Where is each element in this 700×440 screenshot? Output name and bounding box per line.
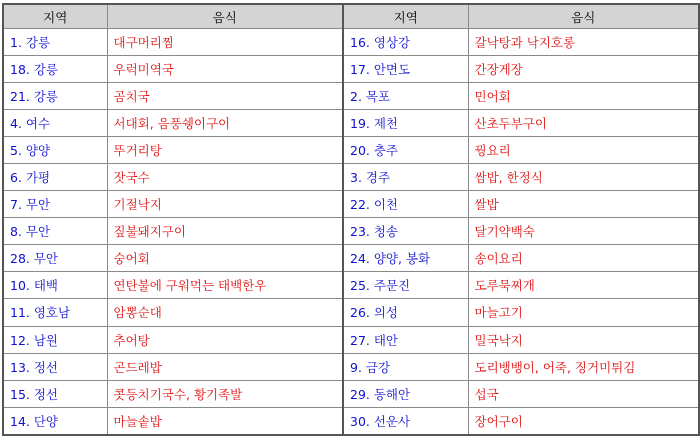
region-cell: 12. 남원	[3, 326, 107, 353]
table-row	[3, 56, 699, 83]
food-cell: 꿩요리	[468, 137, 699, 164]
region-cell: 2. 목포	[343, 83, 468, 110]
region-column-header-right: 지역	[343, 4, 468, 29]
food-cell: 섭국	[468, 380, 699, 407]
region-cell: 24. 양양, 봉화	[343, 245, 468, 272]
food-cell: 송이요리	[468, 245, 699, 272]
table-row	[3, 380, 699, 407]
food-cell: 산초두부구이	[468, 110, 699, 137]
food-cell: 잣국수	[107, 164, 343, 191]
food-cell: 암뽕순대	[107, 299, 343, 326]
region-cell: 11. 영호남	[3, 299, 107, 326]
food-cell: 서대회, 음풍쉥이구이	[107, 110, 343, 137]
region-cell: 27. 태안	[343, 326, 468, 353]
food-cell: 숭어회	[107, 245, 343, 272]
table-row	[3, 407, 699, 435]
food-column-header-right: 음식	[468, 4, 699, 29]
header-row	[3, 4, 699, 29]
region-cell: 3. 경주	[343, 164, 468, 191]
table-body	[3, 29, 699, 436]
table-row	[3, 326, 699, 353]
region-column-header: 지역	[3, 4, 107, 29]
region-cell: 18. 강릉	[3, 56, 107, 83]
food-cell: 도리뱅뱅이, 어죽, 징거미튀김	[468, 353, 699, 380]
regional-food-table	[2, 3, 700, 436]
region-cell: 25. 주문진	[343, 272, 468, 299]
table-row	[3, 353, 699, 380]
food-cell: 기절낙지	[107, 191, 343, 218]
region-cell: 30. 선운사	[343, 407, 468, 435]
region-cell: 20. 충주	[343, 137, 468, 164]
region-cell: 6. 가평	[3, 164, 107, 191]
region-cell: 9. 금강	[343, 353, 468, 380]
table-row	[3, 83, 699, 110]
region-cell: 23. 청송	[343, 218, 468, 245]
food-cell: 간장게장	[468, 56, 699, 83]
region-cell: 16. 영상강	[343, 29, 468, 56]
food-cell: 연탄불에 구워먹는 태백한우	[107, 272, 343, 299]
region-cell: 5. 양양	[3, 137, 107, 164]
table-row	[3, 110, 699, 137]
region-cell: 19. 제천	[343, 110, 468, 137]
food-cell: 마늘솥밥	[107, 407, 343, 435]
region-cell: 26. 의성	[343, 299, 468, 326]
table-row	[3, 137, 699, 164]
region-cell: 29. 동해안	[343, 380, 468, 407]
region-cell: 10. 태백	[3, 272, 107, 299]
region-cell: 1. 강릉	[3, 29, 107, 56]
region-cell: 8. 무안	[3, 218, 107, 245]
table-row	[3, 245, 699, 272]
food-cell: 우럭미역국	[107, 56, 343, 83]
food-cell: 추어탕	[107, 326, 343, 353]
food-cell: 쌀밥	[468, 191, 699, 218]
food-cell: 대구머리찜	[107, 29, 343, 56]
table-row	[3, 272, 699, 299]
table-row	[3, 191, 699, 218]
food-cell: 뚜거리탕	[107, 137, 343, 164]
food-cell: 갈낙탕과 낙지호롱	[468, 29, 699, 56]
region-cell: 22. 이천	[343, 191, 468, 218]
region-cell: 4. 여수	[3, 110, 107, 137]
food-cell: 밀국낙지	[468, 326, 699, 353]
food-cell: 쌈밥, 한정식	[468, 164, 699, 191]
region-cell: 7. 무안	[3, 191, 107, 218]
table-row	[3, 164, 699, 191]
region-cell: 21. 강릉	[3, 83, 107, 110]
food-column-header: 음식	[107, 4, 343, 29]
table-row	[3, 29, 699, 56]
table-row	[3, 218, 699, 245]
food-cell: 민어회	[468, 83, 699, 110]
food-cell: 달기약백숙	[468, 218, 699, 245]
food-cell: 짚불돼지구이	[107, 218, 343, 245]
food-cell: 콧등치기국수, 황기족발	[107, 380, 343, 407]
region-cell: 14. 단양	[3, 407, 107, 435]
food-cell: 곰치국	[107, 83, 343, 110]
food-cell: 장어구이	[468, 407, 699, 435]
food-cell: 곤드레밥	[107, 353, 343, 380]
food-cell: 마늘고기	[468, 299, 699, 326]
region-cell: 13. 정선	[3, 353, 107, 380]
food-cell: 도루묵찌개	[468, 272, 699, 299]
region-cell: 17. 안면도	[343, 56, 468, 83]
region-cell: 28. 무안	[3, 245, 107, 272]
table-row	[3, 299, 699, 326]
region-cell: 15. 정선	[3, 380, 107, 407]
